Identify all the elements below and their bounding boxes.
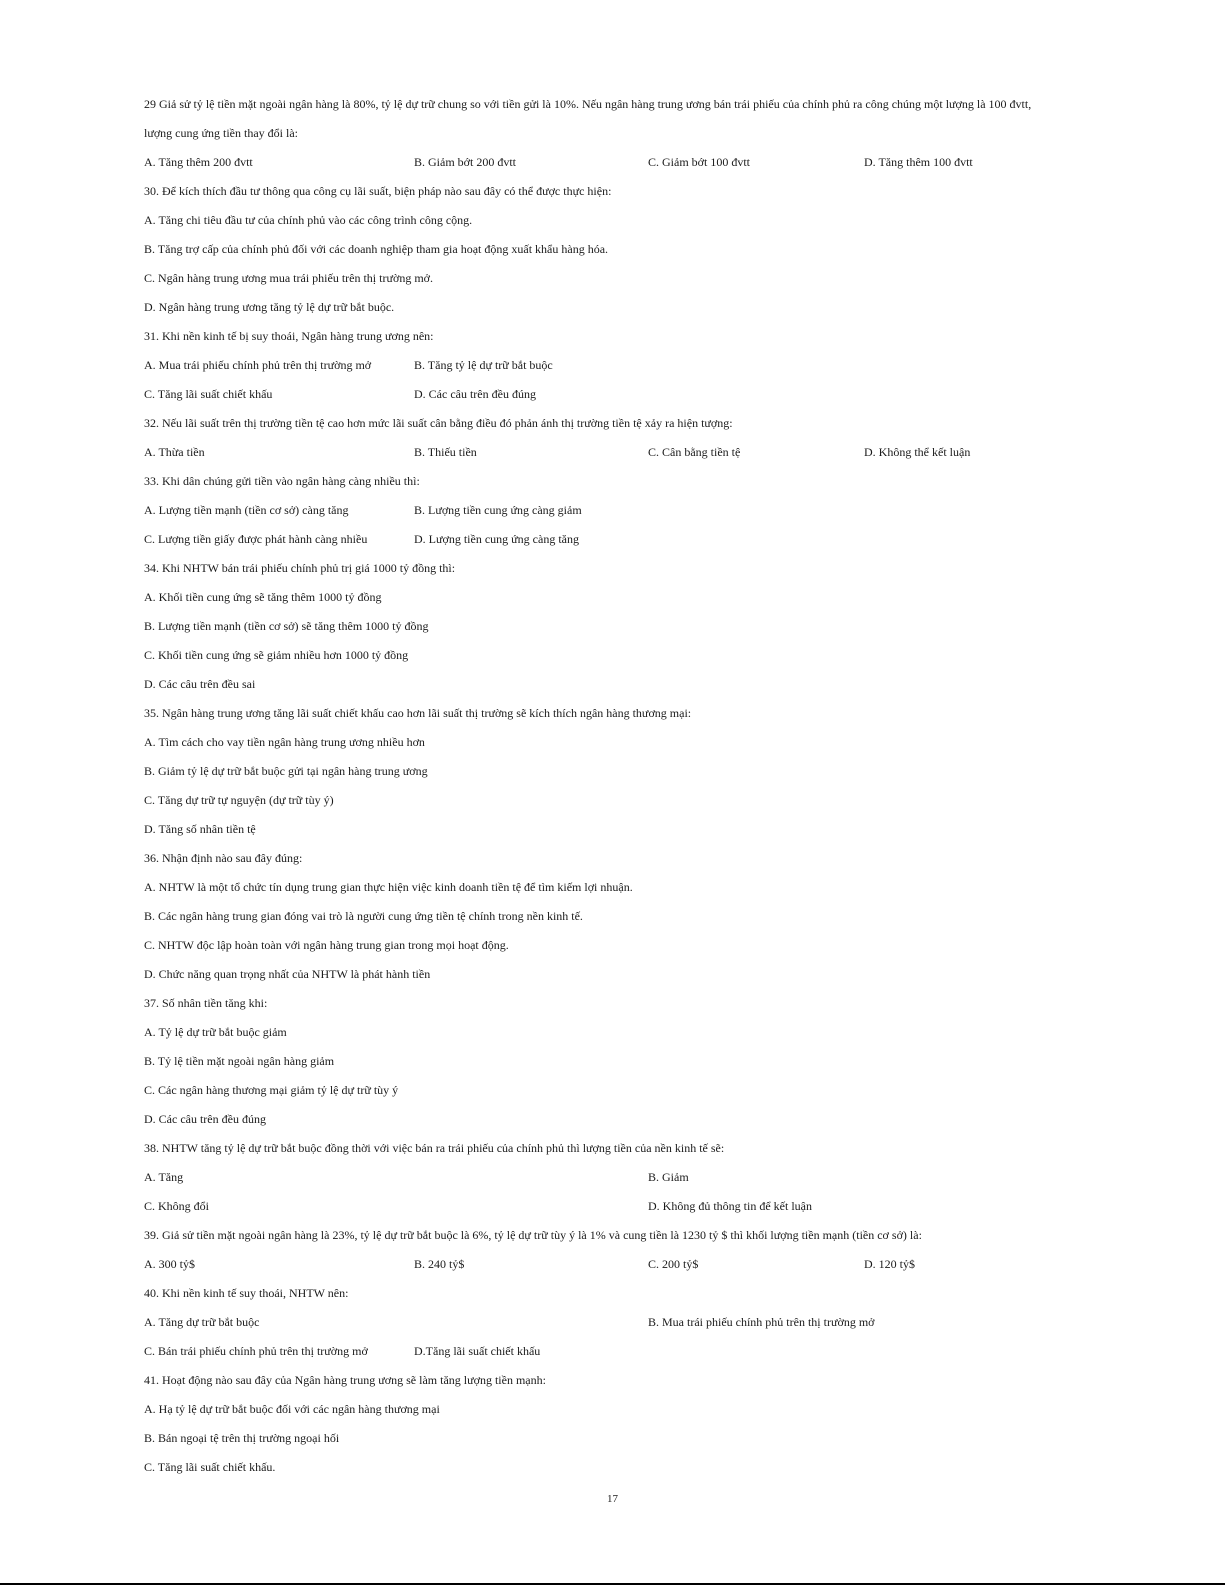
answer-option: C. Lượng tiền giấy được phát hành càng nhiều (144, 532, 368, 546)
answer-option: A. Tăng thêm 200 đvtt (144, 155, 253, 169)
answer-option: B. 240 tỷ$ (414, 1257, 465, 1271)
answer-option: B. Mua trái phiếu chính phủ trên thị trường mở (648, 1315, 875, 1329)
text-line: lượng cung ứng tiền thay đổi là: (144, 126, 298, 140)
text-line: A. NHTW là một tổ chức tín dụng trung gian thực hiện việc kinh doanh tiền tệ để tìm kiếm lợi nhuận. (144, 880, 633, 894)
answer-option: A. Thừa tiền (144, 445, 205, 459)
text-line: D. Ngân hàng trung ương tăng tỷ lệ dự trữ bắt buộc. (144, 300, 395, 314)
text-line: B. Tỷ lệ tiền mặt ngoài ngân hàng giảm (144, 1054, 335, 1068)
text-line: 37. Số nhân tiền tăng khi: (144, 996, 268, 1010)
text-line: 39. Giả sử tiền mặt ngoài ngân hàng là 23%, tỷ lệ dự trữ bắt buộc là 6%, tỷ lệ dự trữ tùy ý là 1% và cung tiền là 1230 tỷ $ thì khối lượng tiền mạnh (tiền cơ sở) là: (144, 1228, 922, 1242)
text-line: A. Hạ tỷ lệ dự trữ bắt buộc đối với các ngân hàng thương mại (144, 1402, 440, 1416)
text-line: C. NHTW độc lập hoàn toàn với ngân hàng trung gian trong mọi hoạt động. (144, 938, 509, 952)
text-line: 32. Nếu lãi suất trên thị trường tiền tệ cao hơn mức lãi suất cân bằng điều đó phản ánh thị trường tiền tệ xảy ra hiện tượng: (144, 416, 733, 430)
answer-option: C. Giảm bớt 100 đvtt (648, 155, 751, 169)
answer-option: D. Các câu trên đều đúng (414, 387, 536, 401)
text-line: 34. Khi NHTW bán trái phiếu chính phủ trị giá 1000 tỷ đồng thì: (144, 561, 456, 575)
text-line: B. Giảm tỷ lệ dự trữ bắt buộc gửi tại ngân hàng trung ương (144, 764, 428, 778)
answer-option: D.Tăng lãi suất chiết khấu (414, 1344, 541, 1358)
text-line: 36. Nhận định nào sau đây đúng: (144, 851, 303, 865)
answer-option: A. 300 tỷ$ (144, 1257, 195, 1271)
text-line: 38. NHTW tăng tỷ lệ dự trữ bắt buộc đồng thời với việc bán ra trái phiếu của chính phủ thì lượng tiền của nền kinh tế sẽ: (144, 1141, 725, 1155)
text-line: B. Tăng trợ cấp của chính phủ đối với các doanh nghiệp tham gia hoạt động xuất khẩu hàng hóa. (144, 242, 609, 256)
text-line: D. Các câu trên đều sai (144, 677, 256, 691)
answer-option: A. Lượng tiền mạnh (tiền cơ sở) càng tăng (144, 503, 349, 517)
text-line: A. Tỷ lệ dự trữ bắt buộc giảm (144, 1025, 287, 1039)
text-line: A. Khối tiền cung ứng sẽ tăng thêm 1000 tỷ đồng (144, 590, 382, 604)
answer-option: B. Giảm bớt 200 đvtt (414, 155, 517, 169)
answer-option: C. Tăng lãi suất chiết khấu (144, 387, 273, 401)
text-line: A. Tăng chi tiêu đầu tư của chính phủ vào các công trình công cộng. (144, 213, 473, 227)
answer-option: B. Tăng tỷ lệ dự trữ bắt buộc (414, 358, 553, 372)
page-number: 17 (607, 1493, 618, 1505)
answer-option: D. Không thể kết luận (864, 445, 971, 459)
options-row (144, 438, 1104, 467)
answer-option: C. 200 tỷ$ (648, 1257, 699, 1271)
text-line: 40. Khi nền kinh tế suy thoái, NHTW nên: (144, 1286, 349, 1300)
answer-option: B. Lượng tiền cung ứng càng giảm (414, 503, 582, 517)
answer-option: A. Tăng (144, 1170, 184, 1184)
text-line: B. Các ngân hàng trung gian đóng vai trò là người cung ứng tiền tệ chính trong nền kinh tế. (144, 909, 583, 923)
text-line: C. Tăng dự trữ tự nguyện (dự trữ tùy ý) (144, 793, 334, 807)
text-line: B. Bán ngoại tệ trên thị trường ngoại hối (144, 1431, 340, 1445)
text-line: 30. Để kích thích đầu tư thông qua công cụ lãi suất, biện pháp nào sau đây có thể được thực hiện: (144, 184, 612, 198)
text-line: D. Chức năng quan trọng nhất của NHTW là phát hành tiền (144, 967, 431, 981)
options-row (144, 1192, 1104, 1221)
text-line: 29 Giả sử tỷ lệ tiền mặt ngoài ngân hàng là 80%, tỷ lệ dự trữ chung so với tiền gửi là 10%. Nếu ngân hàng trung ương bán trái phiếu của chính phủ ra công chúng một lượng là 100 đvtt, (144, 97, 1032, 111)
answer-option: C. Cân bằng tiền tệ (648, 445, 741, 459)
answer-option: D. Tăng thêm 100 đvtt (864, 155, 973, 169)
options-row (144, 525, 1104, 554)
text-line: D. Các câu trên đều đúng (144, 1112, 266, 1126)
options-row (144, 496, 1104, 525)
text-line: B. Lượng tiền mạnh (tiền cơ sở) sẽ tăng thêm 1000 tỷ đồng (144, 619, 429, 633)
answer-option: D. Không đủ thông tin để kết luận (648, 1199, 812, 1213)
options-row (144, 1250, 1104, 1279)
text-line: C. Khối tiền cung ứng sẽ giảm nhiều hơn 1000 tỷ đồng (144, 648, 409, 662)
answer-option: C. Không đổi (144, 1199, 210, 1213)
text-line: C. Các ngân hàng thương mại giảm tỷ lệ dự trữ tùy ý (144, 1083, 399, 1097)
text-line: 31. Khi nền kinh tế bị suy thoái, Ngân hàng trung ương nên: (144, 329, 434, 343)
answer-option: A. Tăng dự trữ bắt buộc (144, 1315, 260, 1329)
document-body (144, 90, 1104, 1482)
answer-option: C. Bán trái phiếu chính phủ trên thị trường mở (144, 1344, 368, 1358)
text-line: C. Tăng lãi suất chiết khấu. (144, 1460, 276, 1474)
options-row (144, 380, 1104, 409)
answer-option: A. Mua trái phiếu chính phủ trên thị trường mở (144, 358, 372, 372)
options-row (144, 148, 1104, 177)
answer-option: B. Giảm (648, 1170, 689, 1184)
text-line: D. Tăng số nhân tiền tệ (144, 822, 256, 836)
answer-option: D. Lượng tiền cung ứng càng tăng (414, 532, 579, 546)
options-row (144, 1163, 1104, 1192)
options-row (144, 351, 1104, 380)
options-row (144, 1337, 1104, 1366)
text-line: C. Ngân hàng trung ương mua trái phiếu trên thị trường mở. (144, 271, 433, 285)
answer-option: D. 120 tỷ$ (864, 1257, 915, 1271)
text-line: A. Tìm cách cho vay tiền ngân hàng trung ương nhiều hơn (144, 735, 425, 749)
answer-option: B. Thiếu tiền (414, 445, 477, 459)
text-line: 41. Hoạt động nào sau đây của Ngân hàng trung ương sẽ làm tăng lượng tiền mạnh: (144, 1373, 546, 1387)
options-row (144, 1308, 1104, 1337)
text-line: 35. Ngân hàng trung ương tăng lãi suất chiết khấu cao hơn lãi suất thị trường sẽ kích thích ngân hàng thương mại: (144, 706, 692, 720)
text-line: 33. Khi dân chúng gửi tiền vào ngân hàng càng nhiều thì: (144, 474, 420, 488)
